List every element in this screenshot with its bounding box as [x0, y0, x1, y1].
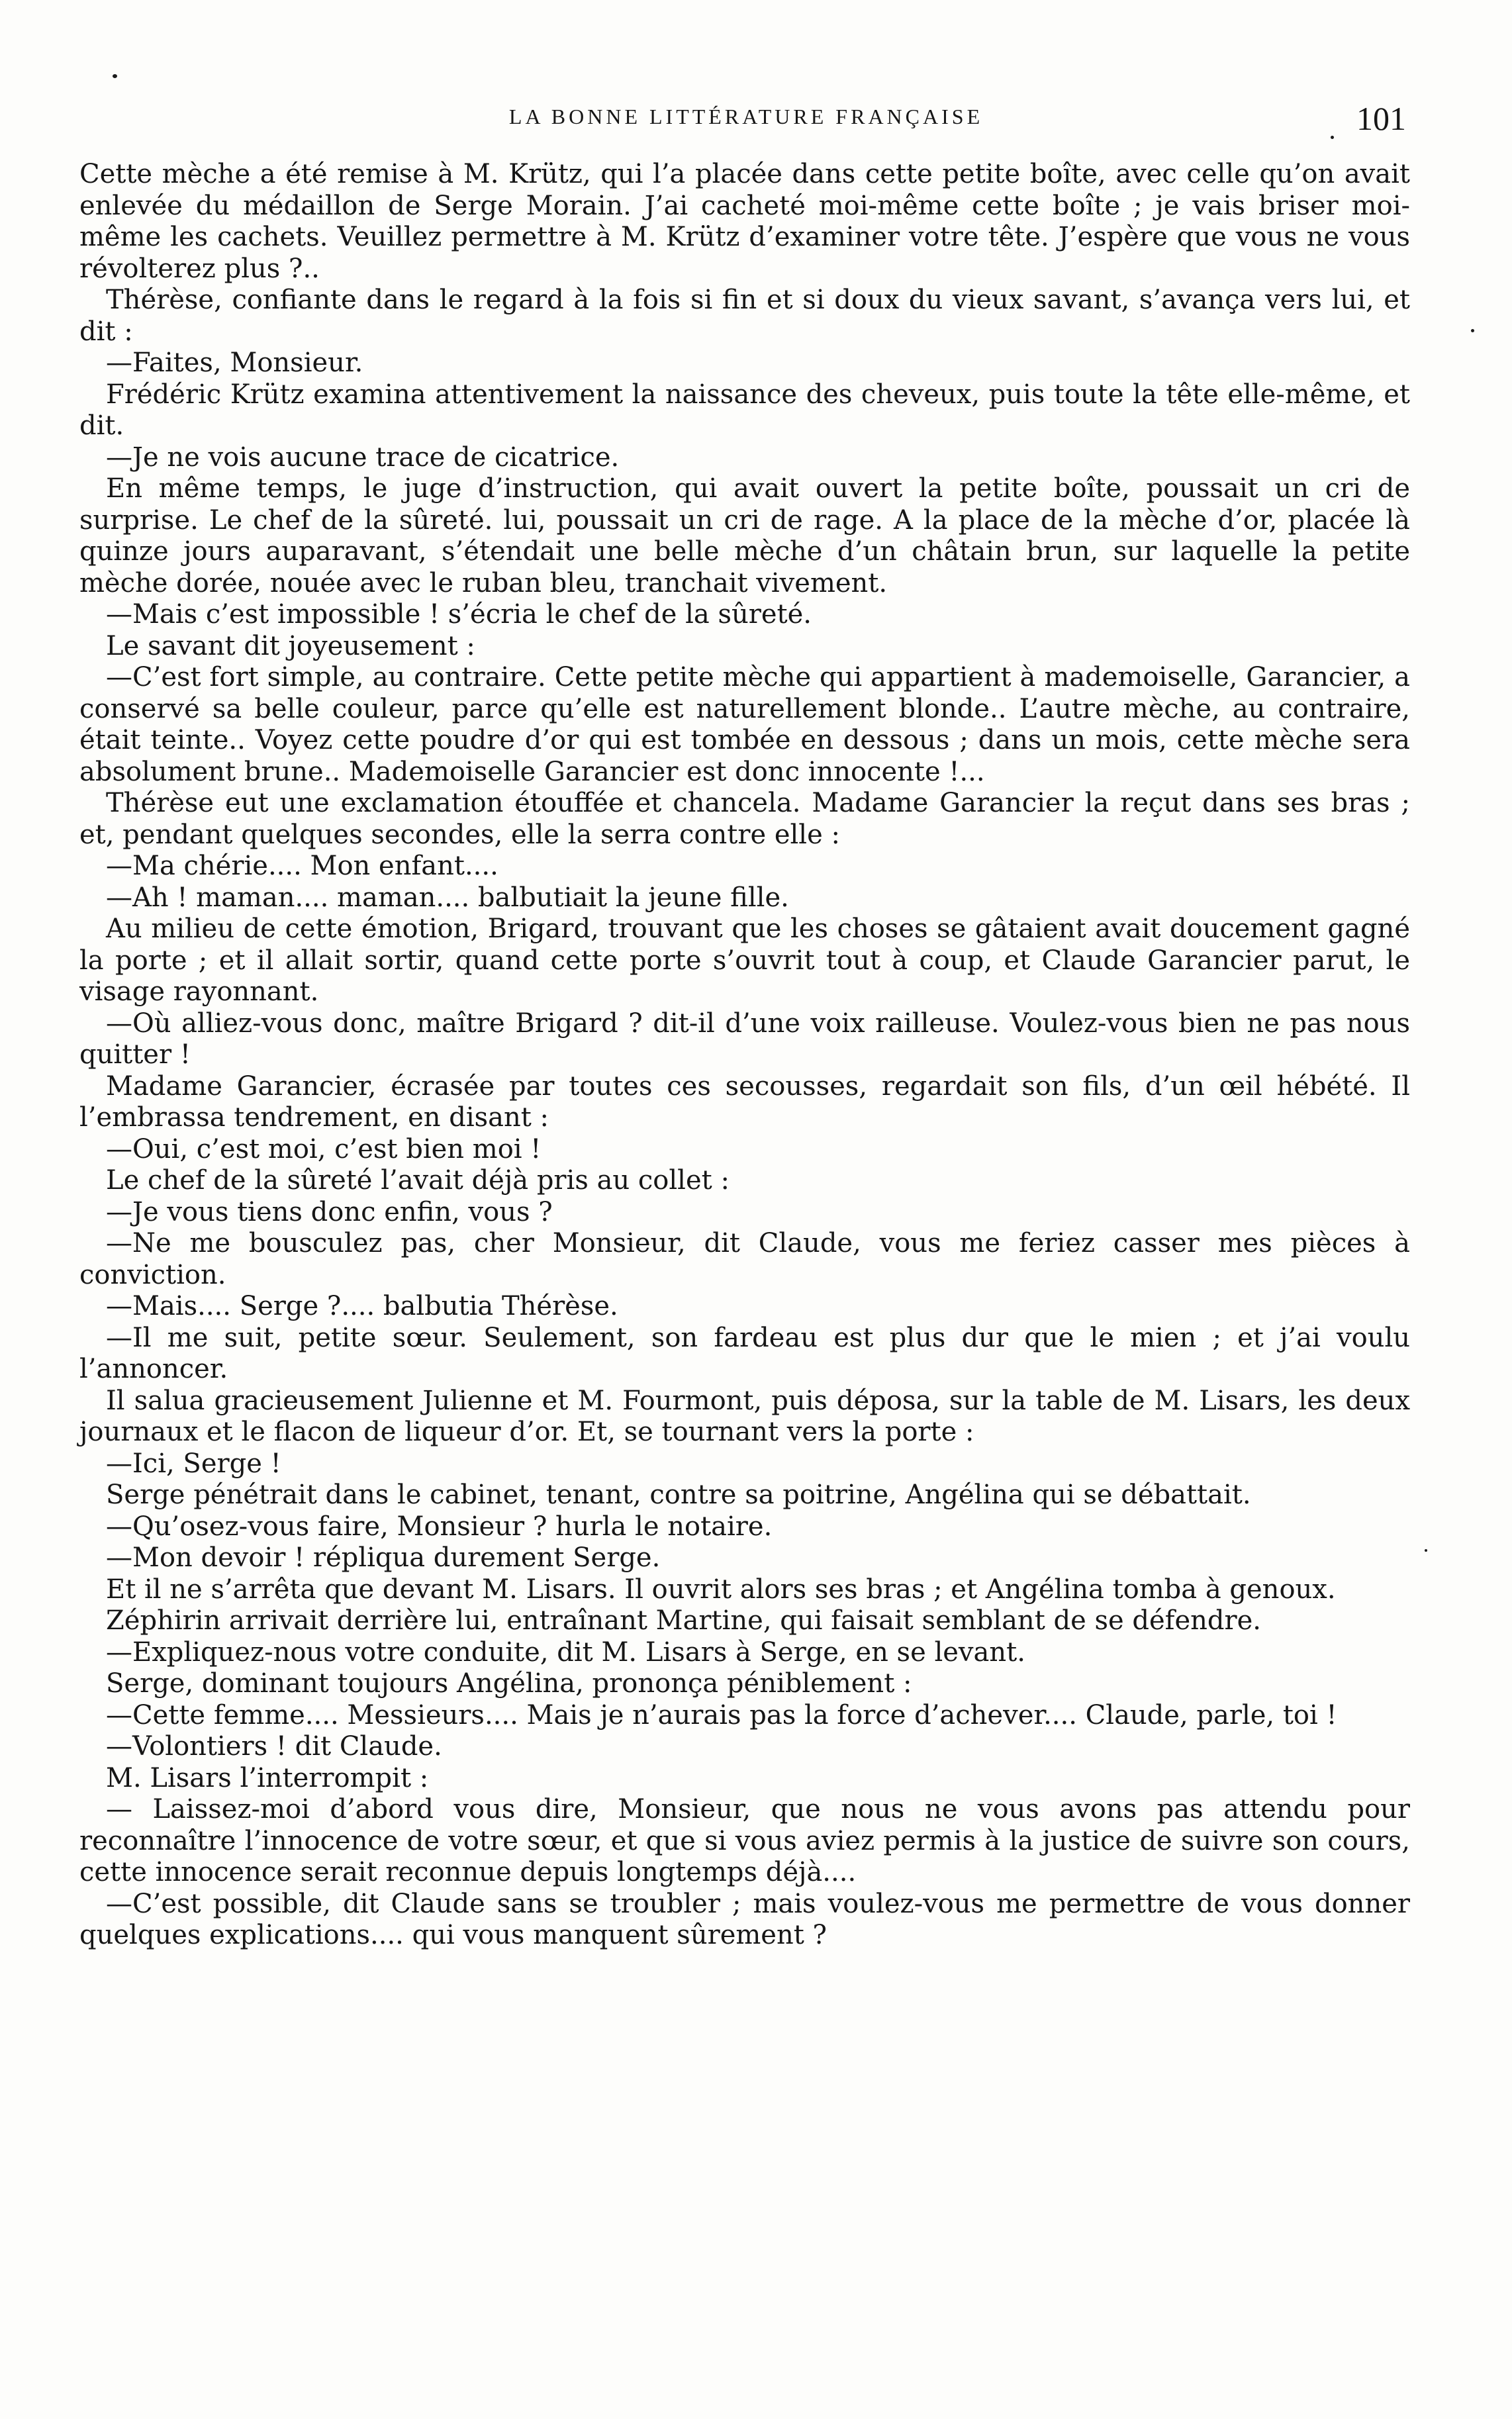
paragraph: Serge, dominant toujours Angélina, prononça péniblement :: [106, 1668, 912, 1699]
paragraph: —Mon devoir ! répliqua durement Serge.: [106, 1542, 661, 1573]
paragraph: —C’est possible, dit Claude sans se troubler ; mais voulez-vous me permettre de vous donner quelques explications.... qui vous manquent sûrement ?: [79, 1888, 1410, 1950]
print-speck: [113, 74, 117, 78]
paragraph: —Faites, Monsieur.: [106, 348, 363, 378]
paragraph: —Qu’osez-vous faire, Monsieur ? hurla le notaire.: [106, 1511, 773, 1542]
paragraph: Au milieu de cette émotion, Brigard, trouvant que les choses se gâtaient avait doucement gagné la porte ; et il allait sortir, quand cette porte s’ouvrit tout à coup, et Claude Garancier parut, le visage rayonnant.: [79, 914, 1410, 1007]
paragraph: M. Lisars l’interrompit :: [106, 1762, 429, 1793]
paragraph: Madame Garancier, écrasée par toutes ces secousses, regardait son fils, d’un œil hébété. Il l’embrassa tendrement, en disant :: [79, 1070, 1410, 1133]
paragraph: Frédéric Krütz examina attentivement la naissance des cheveux, puis toute la tête elle-même, et dit.: [79, 379, 1410, 441]
paragraph: —Je ne vois aucune trace de cicatrice.: [106, 442, 620, 473]
paragraph: Le savant dit joyeusement :: [106, 630, 475, 661]
running-header: [86, 99, 1406, 139]
paragraph: Thérèse eut une exclamation étouffée et chancela. Madame Garancier la reçut dans ses bras ; et, pendant quelques secondes, elle la serra contre elle :: [79, 788, 1410, 850]
paragraph: — Laissez-moi d’abord vous dire, Monsieur, que nous ne vous avons pas attendu pour reconnaître l’innocence de votre sœur, et que si vous aviez permis à la justice de suivre son cours, cette innocence serait reconnue depuis longtemps déjà....: [79, 1794, 1410, 1887]
paragraph: —C’est fort simple, au contraire. Cette petite mèche qui appartient à mademoiselle, Garancier, a conservé sa belle couleur, parce qu’elle est naturellement blonde.. L’autre mèche, au contraire, était teinte.. Voyez cette poudre d’or qui est tombée en dessous ; dans un mois, cette mèche sera absolument brune.. Mademoiselle Garancier est donc innocente !...: [79, 662, 1410, 787]
paragraph: —Oui, c’est moi, c’est bien moi !: [106, 1133, 542, 1164]
paragraph: —Où alliez-vous donc, maître Brigard ? dit-il d’une voix railleuse. Voulez-vous bien ne pas nous quitter !: [79, 1008, 1410, 1070]
paragraph: Le chef de la sûreté l’avait déjà pris au collet :: [106, 1165, 730, 1196]
paragraph: Thérèse, confiante dans le regard à la fois si fin et si doux du vieux savant, s’avança vers lui, et dit :: [79, 285, 1410, 347]
paragraph: —Ici, Serge !: [106, 1448, 281, 1479]
body-text: [79, 159, 1410, 1952]
paragraph: Il salua gracieusement Julienne et M. Fourmont, puis déposa, sur la table de M. Lisars, les deux journaux et le flacon de liqueur d’or. Et, se tournant vers la porte :: [79, 1385, 1410, 1447]
paragraph: Et il ne s’arrêta que devant M. Lisars. Il ouvrit alors ses bras ; et Angélina tomba à genoux.: [106, 1574, 1336, 1605]
print-speck: [1425, 1549, 1427, 1552]
paragraph: —Ne me bousculez pas, cher Monsieur, dit Claude, vous me feriez casser mes pièces à conviction.: [79, 1228, 1410, 1290]
paragraph: —Mais.... Serge ?.... balbutia Thérèse.: [106, 1291, 618, 1321]
paragraph: —Je vous tiens donc enfin, vous ?: [106, 1196, 553, 1227]
paragraph: —Il me suit, petite sœur. Seulement, son fardeau est plus dur que le mien ; et j’ai voulu l’annoncer.: [79, 1322, 1410, 1384]
paragraph: —Cette femme.... Messieurs.... Mais je n’aurais pas la force d’achever.... Claude, parle, toi !: [106, 1699, 1337, 1731]
paragraph: —Ma chérie.... Mon enfant....: [106, 851, 498, 881]
paragraph: —Mais c’est impossible ! s’écria le chef de la sûreté.: [106, 599, 812, 630]
paragraph: Serge pénétrait dans le cabinet, tenant, contre sa poitrine, Angélina qui se débattait.: [106, 1480, 1251, 1510]
paragraph: —Ah ! maman.... maman.... balbutiait la jeune fille.: [106, 882, 789, 913]
running-title: LA BONNE LITTÉRATURE FRANÇAISE: [508, 105, 984, 128]
paragraph: En même temps, le juge d’instruction, qui avait ouvert la petite boîte, poussait un cri de surprise. Le chef de la sûreté. lui, poussait un cri de rage. A la place de la mèche d’or, placée là quinze jours auparavant, s’étendait une belle mèche d’un châtain brun, sur laquelle la petite mèche dorée, nouée avec le ruban bleu, tranchait vivement.: [79, 473, 1410, 598]
paragraph: Zéphirin arrivait derrière lui, entraînant Martine, qui faisait semblant de se défendre.: [106, 1605, 1262, 1636]
paragraph: —Expliquez-nous votre conduite, dit M. Lisars à Serge, en se levant.: [106, 1636, 1025, 1668]
paragraph: Cette mèche a été remise à M. Krütz, qui l’a placée dans cette petite boîte, avec celle qu’on avait enlevée du médaillon de Serge Morain. J’ai cacheté moi-même cette boîte ; je vais briser moi-même les cachets. Veuillez permettre à M. Krütz d’examiner votre tête. J’espère que vous ne vous révolterez plus ?..: [79, 159, 1410, 284]
print-speck: [1471, 329, 1474, 332]
page-number: 101: [1356, 100, 1406, 137]
paragraph: —Volontiers ! dit Claude.: [106, 1731, 442, 1762]
